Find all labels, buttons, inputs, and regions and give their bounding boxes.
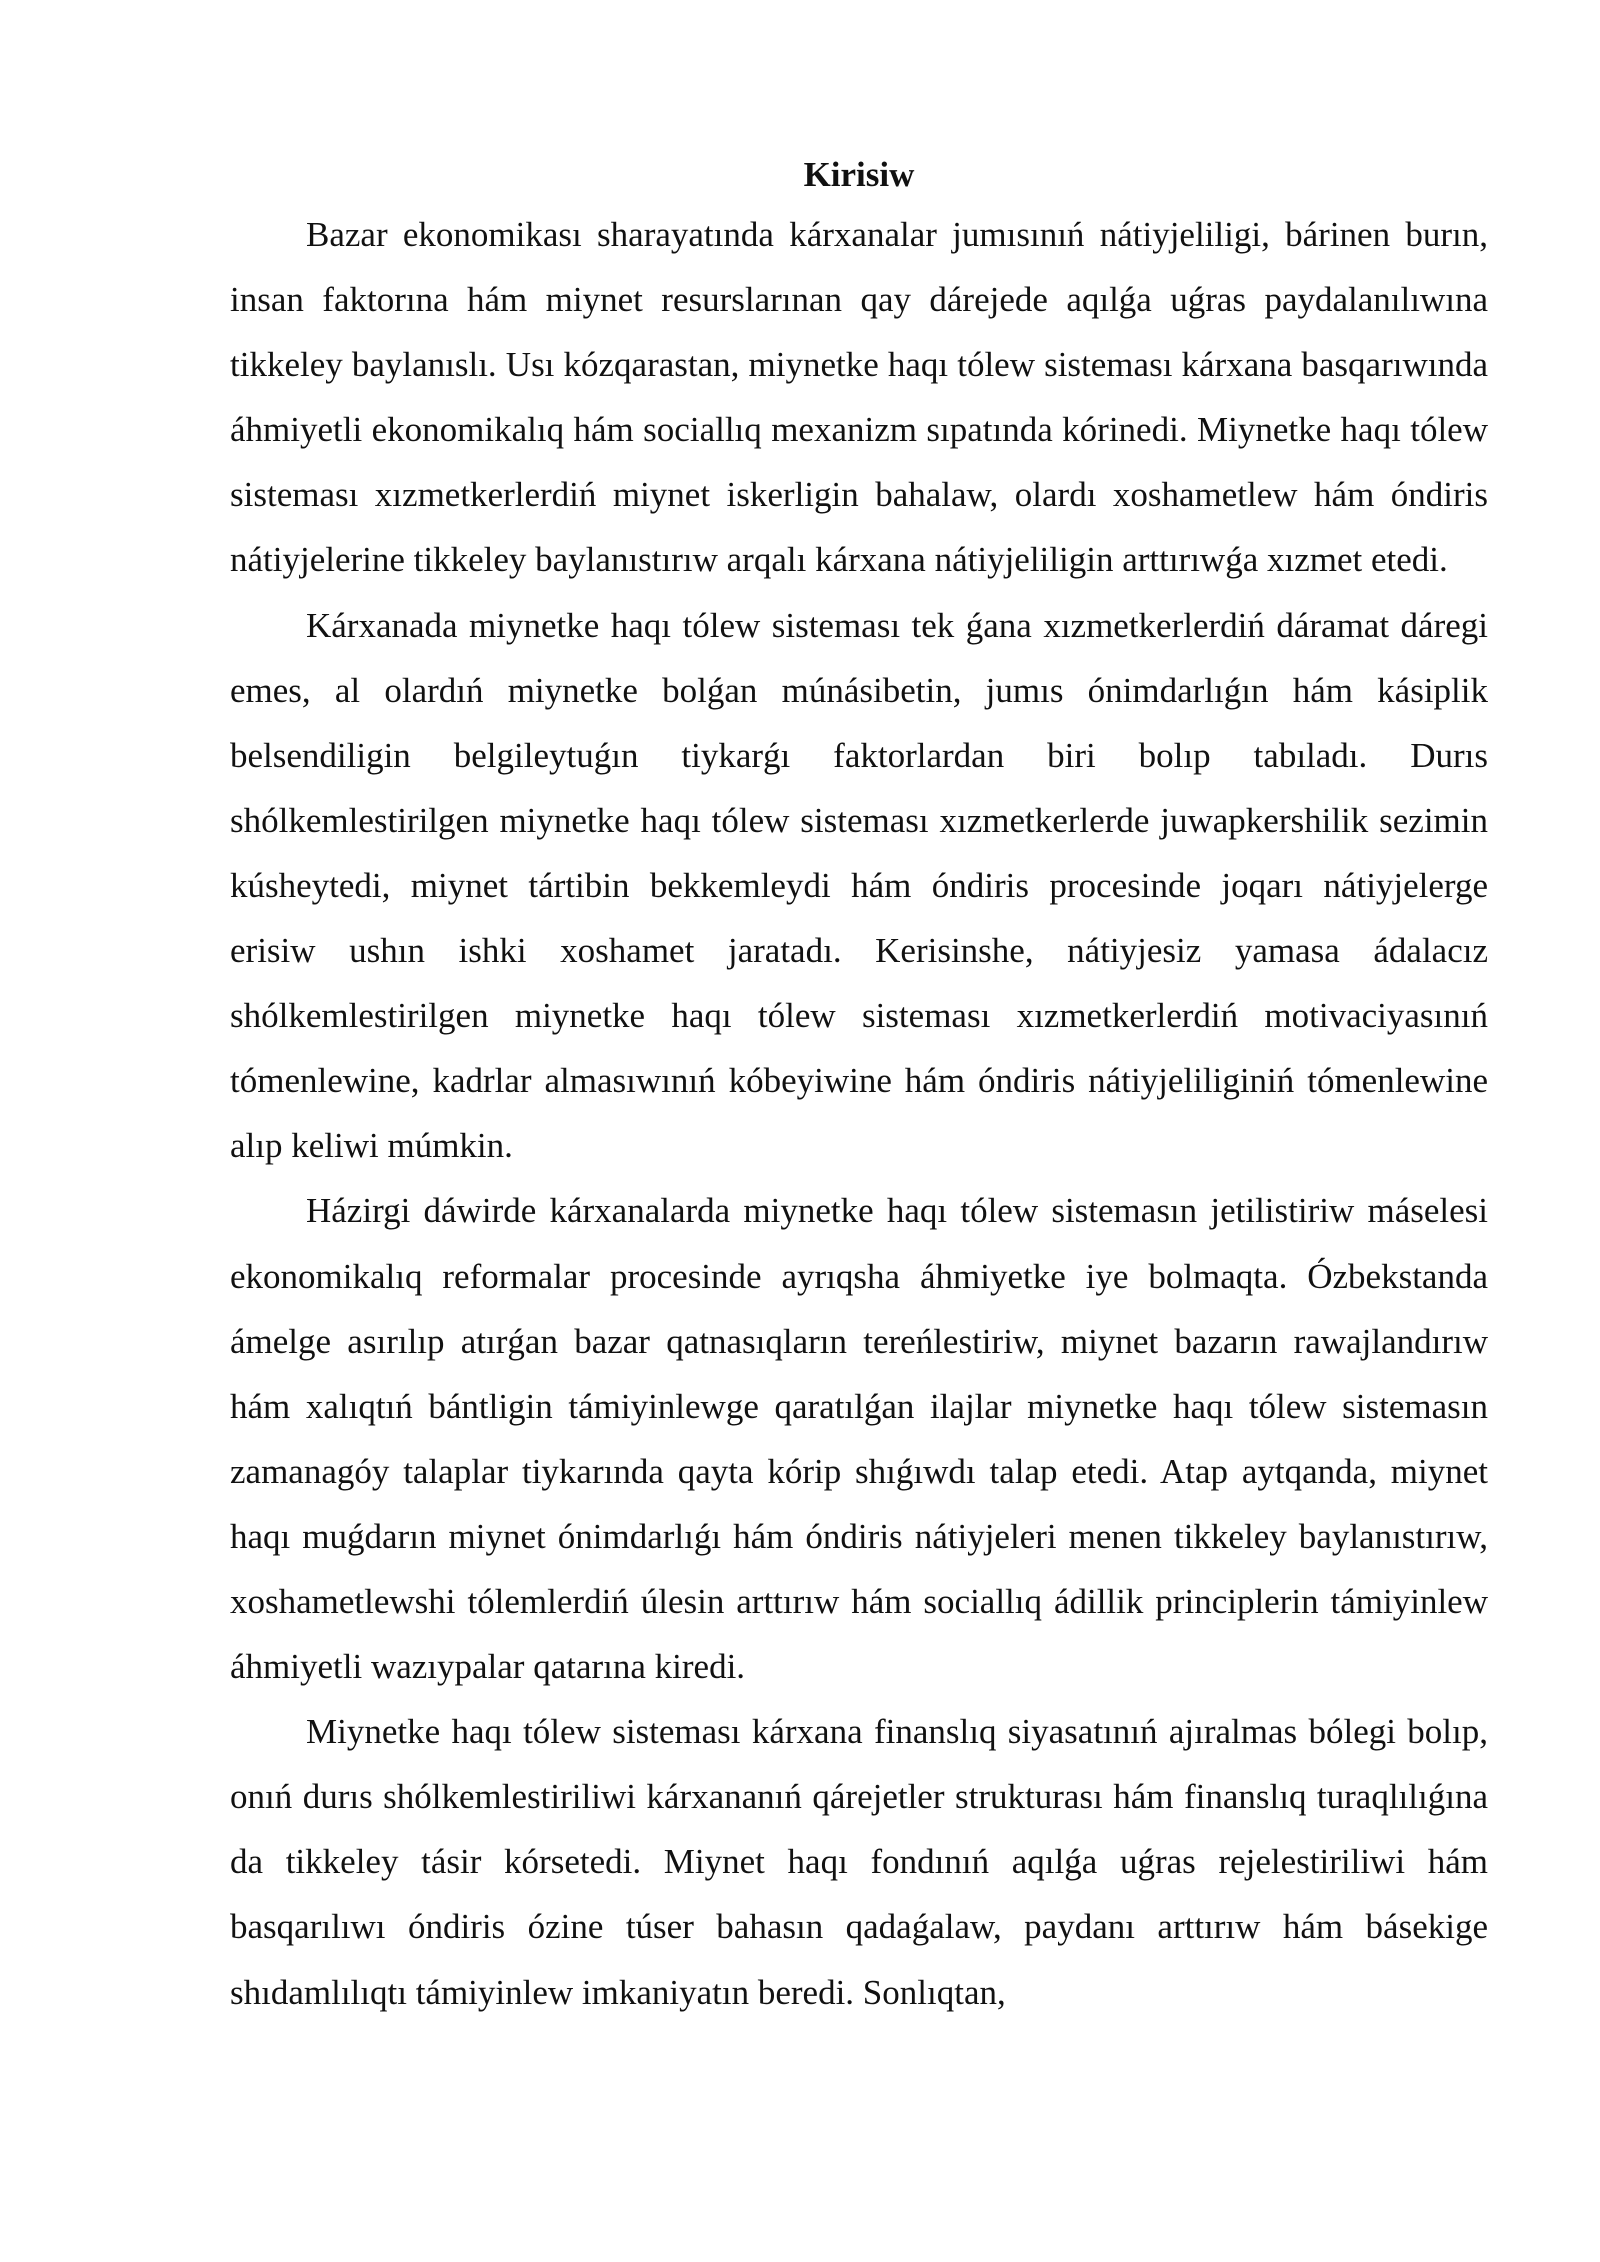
paragraph: Bazar ekonomikası sharayatında kárxanalar jumısınıń nátiyjeliligi, bárinen burın, insan faktorına hám miynet resurslarınan qay dárejede aqılǵa uǵras paydalanılıwına tikkeley baylanıslı. Usı kózqarastan, miynetke haqı tólew sisteması kárxana basqarıwında áhmiyetli ekonomikalıq hám sociallıq mexanizm sıpatında kórinedi. Miynetke haqı tólew sisteması xızmetkerlerdiń miynet iskerligin bahalaw, olardı xoshametlew hám óndiris nátiyjelerine tikkeley baylanıstırıw arqalı kárxana nátiyjeliligin arttırıwǵa xızmet etedi. <box>230 215 1488 580</box>
paragraph: Kárxanada miynetke haqı tólew sisteması tek ǵana xızmetkerlerdiń dáramat dáregi emes, al olardıń miynetke bolǵan múnásibetin, jumıs ónimdarlıǵın hám kásiplik belsendiligin belgileytuǵın tiykarǵı faktorlardan biri bolıp tabıladı. Durıs shólkemlestirilgen miynetke haqı tólew sisteması xızmetkerlerde juwapkershilik sezimin kúsheytedi, miynet tártibin bekkemleydi hám óndiris procesinde joqarı nátiyjelerge erisiw ushın ishki xoshamet jaratadı. Kerisinshe, nátiyjesiz yamasa ádalacız shólkemlestirilgen miynetke haqı tólew sisteması xızmetkerlerdiń motivaciyasınıń tómenlewine, kadrlar almasıwınıń kóbeyiwine hám óndiris nátiyjeliliginiń tómenlewine alıp keliwi múmkin. <box>230 605 1488 1166</box>
document-body <box>230 147 1488 2025</box>
document-title: Kirisiw <box>803 155 915 194</box>
paragraph: Házirgi dáwirde kárxanalarda miynetke haqı tólew sistemasın jetilistiriw máselesi ekonomikalıq reformalar procesinde ayrıqsha áhmiyetke iye bolmaqta. Ózbekstanda ámelge asırılıp atırǵan bazar qatnasıqların tereńlestiriw, miynet bazarın rawajlandırıw hám xalıqtıń bántligin támiyinlewge qaratılǵan ilajlar miynetke haqı tólew sistemasın zamanagóy talaplar tiykarında qayta kórip shıǵıwdı talap etedi. Atap aytqanda, miynet haqı muǵdarın miynet ónimdarlıǵı hám óndiris nátiyjeleri menen tikkeley baylanıstırıw, xoshametlewshi tólemlerdiń úlesin arttırıw hám sociallıq ádillik principlerin támiyinlew áhmiyetli wazıypalar qatarına kiredi. <box>230 1191 1488 1687</box>
paragraph: Miynetke haqı tólew sisteması kárxana finanslıq siyasatınıń ajıralmas bólegi bolıp, onıń durıs shólkemlestiriliwi kárxananıń qárejetler strukturası hám finanslıq turaqlılıǵına da tikkeley tásir kórsetedi. Miynet haqı fondınıń aqılǵa uǵras rejelestiriliwi hám basqarılıwı óndiris ózine túser bahasın qadaǵalaw, paydanı arttırıw hám básekige shıdamlılıqtı támiyinlew imkaniyatın beredi. Sonlıqtan, <box>230 1712 1488 2012</box>
